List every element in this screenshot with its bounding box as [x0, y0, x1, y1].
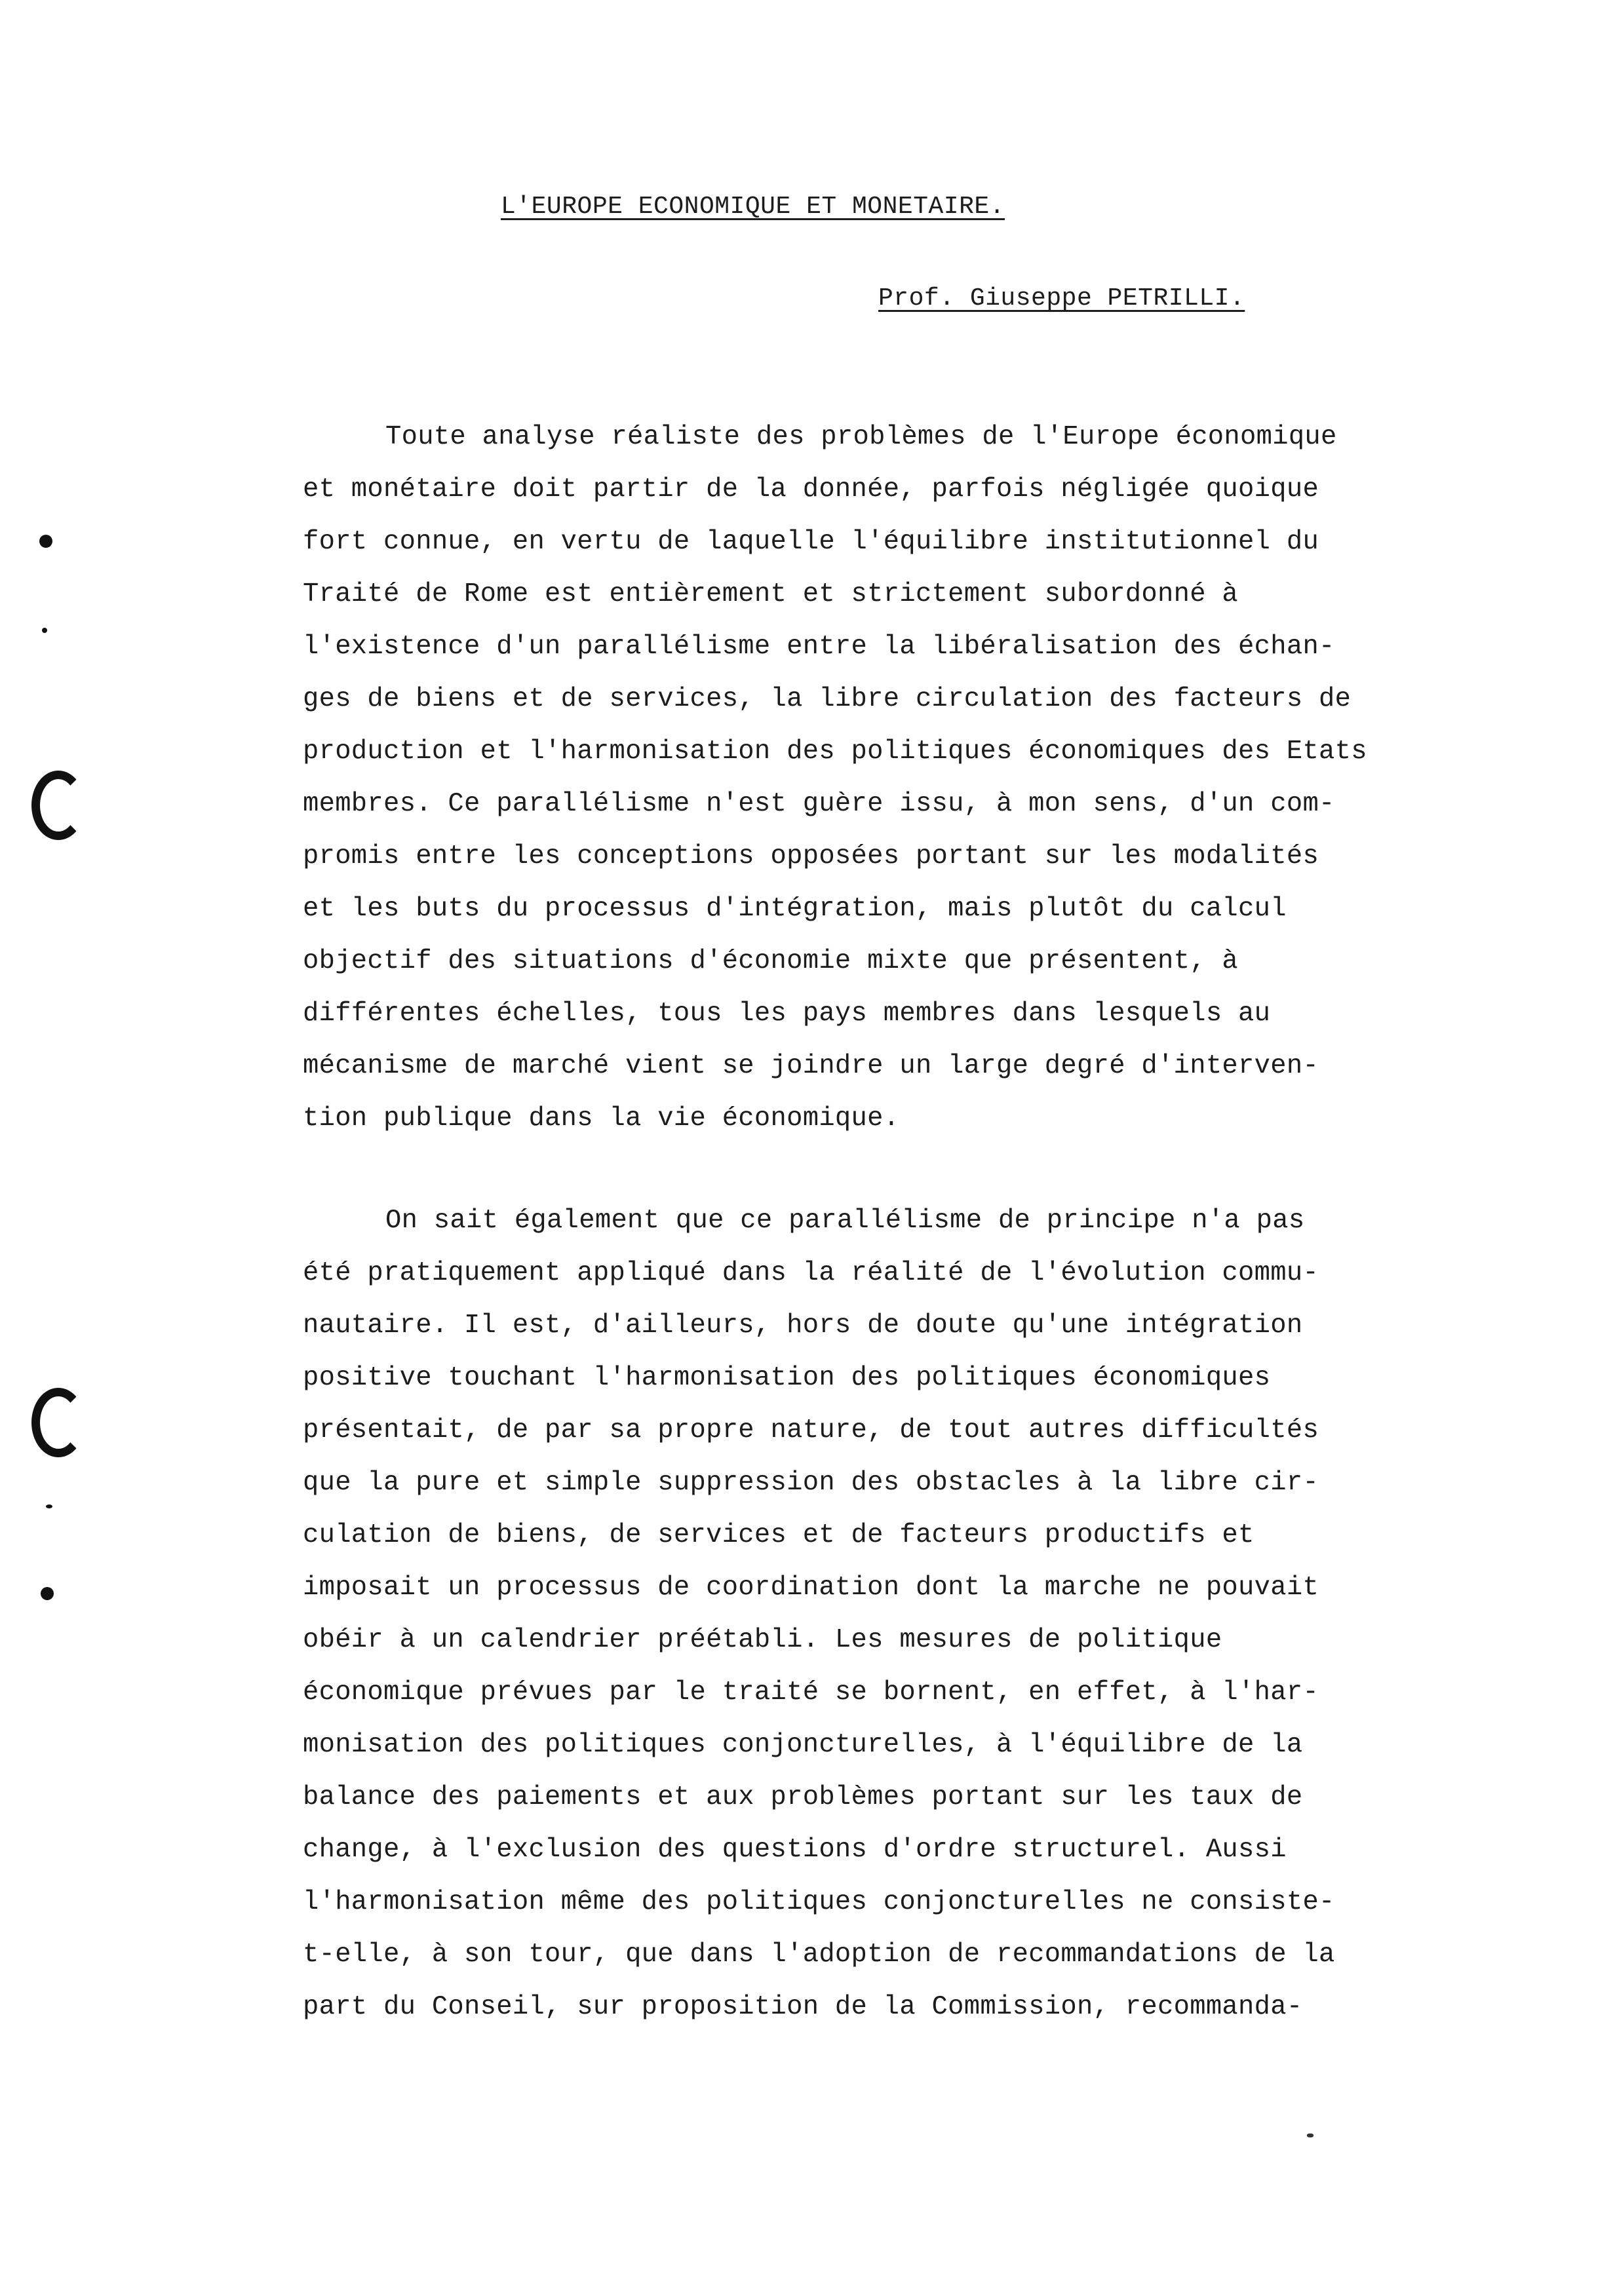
text-line: ges de biens et de services, la libre circulation des facteurs de [303, 684, 1352, 714]
scan-speck [42, 628, 47, 633]
text-line: différentes échelles, tous les pays membres dans lesquels au [303, 999, 1271, 1029]
scan-speck [39, 535, 52, 548]
text-line: nautaire. Il est, d'ailleurs, hors de doute qu'une intégration [303, 1311, 1303, 1341]
text-line: membres. Ce parallélisme n'est guère issu, à mon sens, d'un com- [303, 789, 1335, 819]
text-line: économique prévues par le traité se bornent, en effet, à l'har- [303, 1677, 1319, 1708]
text-line: objectif des situations d'économie mixte que présentent, à [303, 946, 1239, 976]
paragraph-1 [303, 411, 1391, 1145]
text-line: et les buts du processus d'intégration, mais plutôt du calcul [303, 894, 1287, 924]
text-line: imposait un processus de coordination dont la marche ne pouvait [303, 1573, 1319, 1603]
text-line: présentait, de par sa propre nature, de tout autres difficultés [303, 1415, 1319, 1445]
text-line: obéir à un calendrier préétabli. Les mesures de politique [303, 1625, 1222, 1655]
scan-speck [1307, 2133, 1313, 2137]
text-line: que la pure et simple suppression des obstacles à la libre cir- [303, 1468, 1319, 1498]
text-line: fort connue, en vertu de laquelle l'équilibre institutionnel du [303, 527, 1319, 557]
text-line: change, à l'exclusion des questions d'ordre structurel. Aussi [303, 1835, 1287, 1865]
paragraph-2 [303, 1195, 1391, 2033]
text-line: culation de biens, de services et de facteurs productifs et [303, 1520, 1255, 1550]
text-line: Toute analyse réaliste des problèmes de l'Europe économique [385, 422, 1337, 452]
text-line: Traité de Rome est entièrement et strictement subordonné à [303, 579, 1239, 609]
text-line: balance des paiements et aux problèmes portant sur les taux de [303, 1782, 1303, 1812]
document-author: Prof. Giuseppe PETRILLI. [878, 284, 1245, 313]
text-line: été pratiquement appliqué dans la réalité de l'évolution commu- [303, 1258, 1319, 1288]
text-line: t-elle, à son tour, que dans l'adoption de recommandations de la [303, 1940, 1335, 1970]
text-line: positive touchant l'harmonisation des politiques économiques [303, 1363, 1271, 1393]
scan-speck [41, 1587, 54, 1600]
binder-hole-mark [31, 771, 85, 840]
text-line: production et l'harmonisation des politiques économiques des Etats [303, 737, 1367, 767]
document-title: L'EUROPE ECONOMIQUE ET MONETAIRE. [501, 193, 1005, 221]
text-line: promis entre les conceptions opposées portant sur les modalités [303, 841, 1319, 871]
text-line: l'existence d'un parallélisme entre la libéralisation des échan- [303, 632, 1335, 662]
text-line: l'harmonisation même des politiques conjoncturelles ne consiste- [303, 1887, 1335, 1917]
text-line: et monétaire doit partir de la donnée, parfois négligée quoique [303, 474, 1319, 505]
text-line: On sait également que ce parallélisme de principe n'a pas [385, 1206, 1305, 1236]
text-line: tion publique dans la vie économique. [303, 1103, 900, 1134]
text-line: monisation des politiques conjoncturelles, à l'équilibre de la [303, 1730, 1303, 1760]
binder-hole-mark [31, 1388, 85, 1457]
scan-speck [46, 1504, 52, 1508]
text-line: part du Conseil, sur proposition de la Commission, recommanda- [303, 1992, 1303, 2022]
text-line: mécanisme de marché vient se joindre un large degré d'interven- [303, 1051, 1319, 1081]
